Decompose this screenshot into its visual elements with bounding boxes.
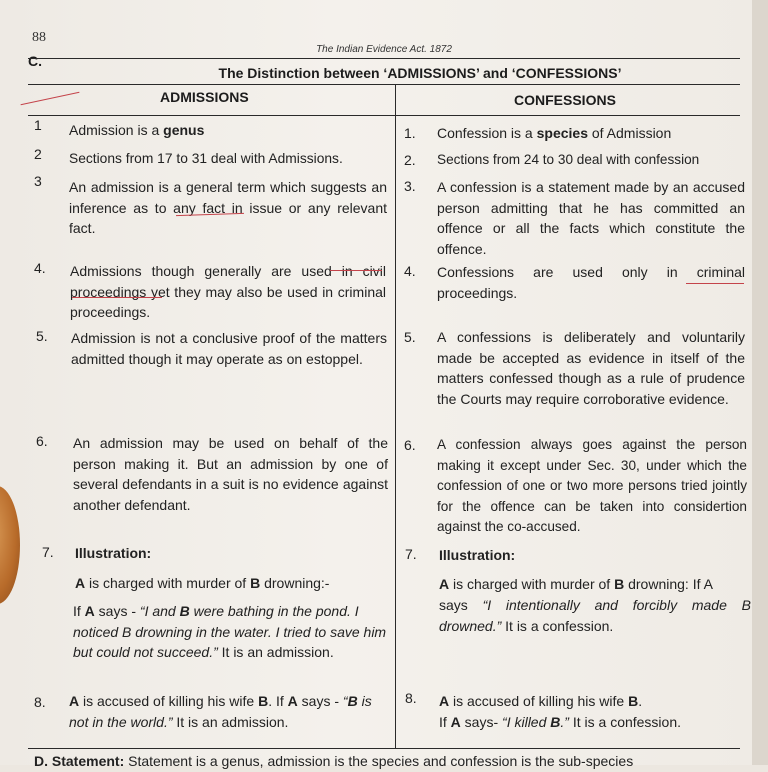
right-cell: A confession is a statement made by an accused person admitting that he has committed an offence or all the facts which constitute the offence.: [437, 179, 745, 257]
row-number: 4.: [404, 263, 416, 279]
row-number: 3: [34, 173, 42, 189]
row-number: 1: [34, 117, 42, 133]
left-cell: An admission is a general term which suggests an inference as to any fact in issue or any relevant fact.: [69, 179, 387, 236]
column-divider: [395, 84, 396, 748]
illustration-heading: Illustration:: [439, 547, 516, 563]
illustration-heading: Illustration:: [75, 545, 152, 561]
row-number: 2.: [404, 152, 416, 168]
pen-underline: [72, 297, 162, 298]
row-number: 7.: [42, 544, 54, 560]
pen-underline: [686, 283, 744, 284]
left-cell: Admissions though generally are used in civil proceedings yet they may also be used in criminal proceedings.: [70, 263, 386, 320]
left-cell: Admission is a genus: [69, 122, 205, 138]
right-cell: A confession always goes against the person making it except under Sec. 30, under which the confession of one or two more persons tried jointly for the offence can be taken into considertion against the co-accused.: [437, 437, 747, 534]
right-cell: If A says- “I killed B.” It is a confession.: [439, 714, 682, 730]
row-number: 5.: [404, 329, 416, 345]
row-number: 5.: [36, 328, 48, 344]
right-cell: A is accused of killing his wife B.: [439, 693, 643, 709]
row-number: 1.: [404, 125, 416, 141]
left-cell: A is accused of killing his wife B. If A says - “B is not in the world.” It is an admission.: [69, 693, 372, 730]
row-number: 8.: [34, 694, 46, 710]
row-number: 6.: [36, 433, 48, 449]
row-number: 7.: [405, 546, 417, 562]
row-number: 3.: [404, 178, 416, 194]
right-cell: Confessions are used only in criminal proceedings.: [437, 264, 745, 301]
left-cell: A is charged with murder of B drowning:-: [75, 575, 330, 591]
row-number: 2: [34, 146, 42, 162]
top-rule: [28, 58, 740, 59]
page-title: The Distinction between ‘ADMISSIONS’ and ‘CONFESSIONS’: [218, 65, 622, 81]
column-header-confessions: CONFESSIONS: [514, 92, 616, 108]
pen-underline: [330, 270, 382, 271]
left-cell: Sections from 17 to 31 deal with Admissions.: [69, 151, 343, 166]
right-cell: A confessions is deliberately and voluntarily made be accepted as evidence in itself of the matters confessed though as a rule of prudence the Courts may require corroborative evidence.: [437, 329, 745, 407]
right-cell: Sections from 24 to 30 deal with confession: [437, 152, 700, 167]
section-label: C.: [28, 53, 42, 69]
bottom-rule: [28, 748, 740, 749]
left-cell: If A says - “I and B were bathing in the pond. I noticed B drowning in the water. I tried to save him but could not succeed.” It is an admission.: [73, 603, 387, 660]
page-number: 88: [32, 30, 46, 45]
left-cell: Admission is not a conclusive proof of the matters admitted though it may operate as on estoppel.: [71, 330, 387, 367]
right-cell: A is charged with murder of B drowning: If A: [439, 576, 713, 592]
column-header-admissions: ADMISSIONS: [160, 89, 249, 105]
row-number: 6.: [404, 437, 416, 453]
section-d-line: D. Statement: Statement is a genus, admission is the species and confession is the sub-species: [34, 753, 634, 769]
right-cell: says “I intentionally and forcibly made B drowned.” It is a confession.: [439, 597, 751, 634]
page-edge: [752, 0, 768, 765]
row-number: 4.: [34, 260, 46, 276]
left-cell: An admission may be used on behalf of the person making it. But an admission by one of several defendants in a suit is no evidence against another defendant.: [73, 435, 388, 513]
running-head: The Indian Evidence Act. 1872: [316, 44, 452, 55]
right-cell: Confession is a species of Admission: [437, 125, 672, 141]
row-number: 8.: [405, 690, 417, 706]
header-rule: [28, 115, 740, 116]
title-rule: [28, 84, 740, 85]
